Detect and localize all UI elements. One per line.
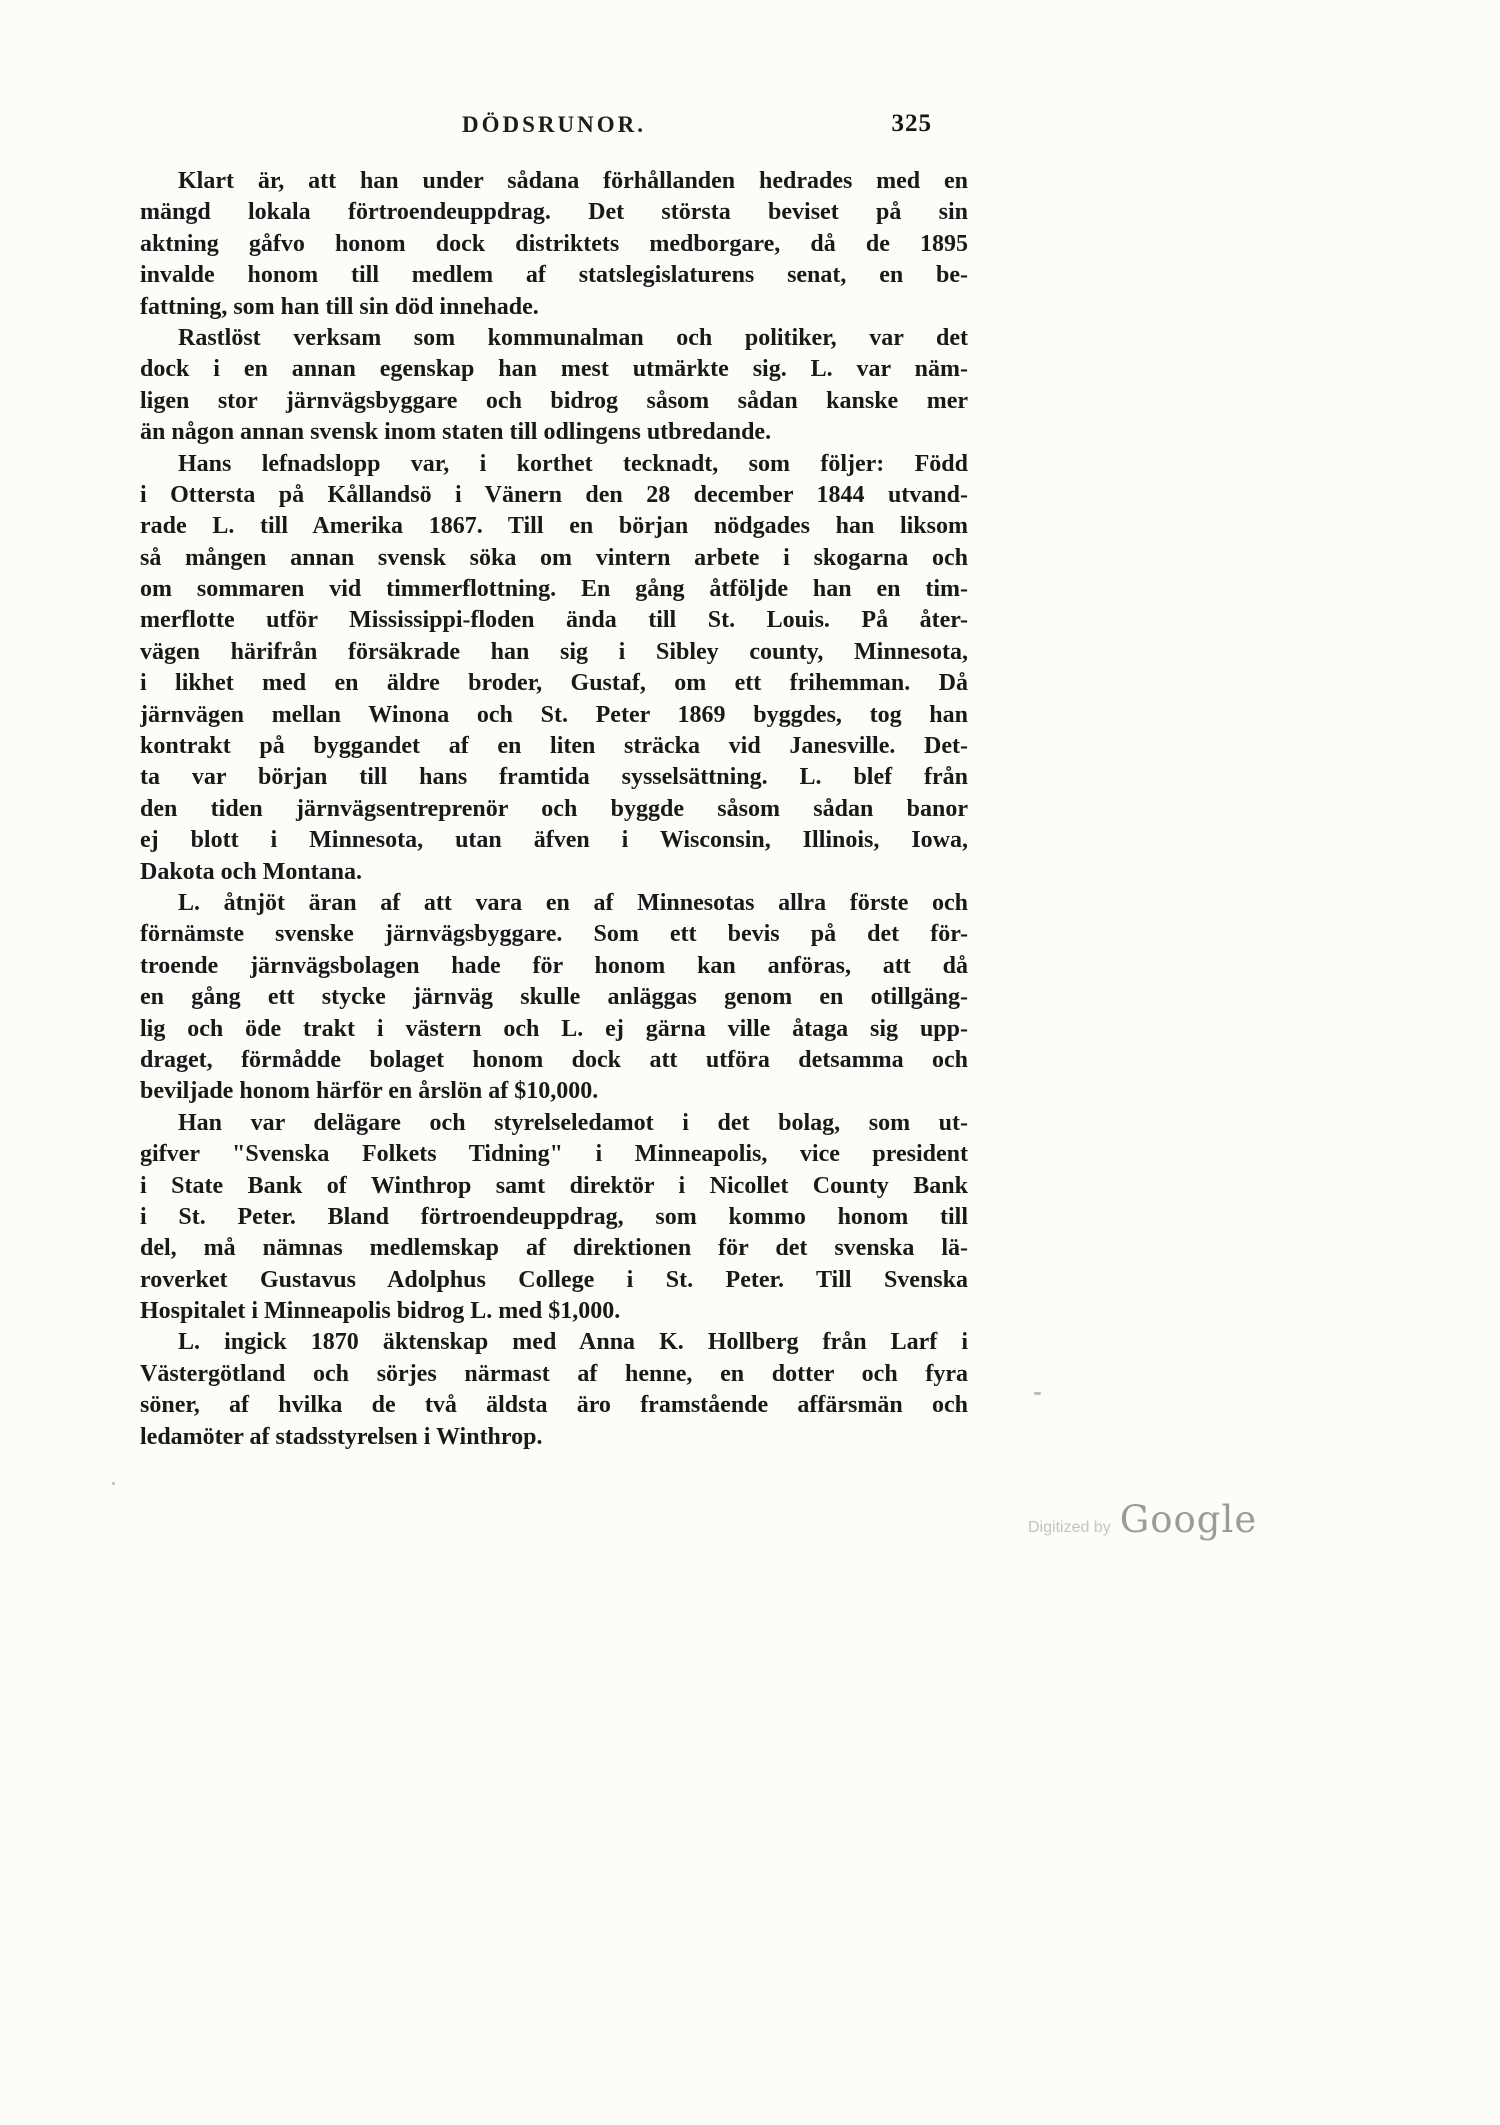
text-line: Hospitalet i Minneapolis bidrog L. med $1,000. [140, 1298, 621, 1325]
paragraph [140, 323, 968, 449]
text-line: söner, af hvilka de två äldsta äro framstående affärsmän och [140, 1392, 968, 1419]
text-line: ledamöter af stadsstyrelsen i Winthrop. [140, 1423, 543, 1450]
page-header [140, 112, 968, 138]
digitized-by-label: Digitized by [1028, 1519, 1111, 1536]
text-line: L. åtnjöt äran af att vara en af Minnesotas allra förste och [178, 889, 968, 916]
text-line: Västergötland och sörjes närmast af henne, en dotter och fyra [140, 1360, 968, 1387]
text-line: i St. Peter. Bland förtroendeuppdrag, som kommo honom till [140, 1203, 968, 1230]
text-line: kontrakt på byggandet af en liten sträcka vid Janesville. Det- [140, 733, 968, 760]
text-line: mängd lokala förtroendeuppdrag. Det största beviset på sin [140, 199, 968, 226]
scan-speck [1034, 1392, 1041, 1395]
paragraph [140, 1327, 968, 1453]
paragraph [140, 1108, 968, 1328]
body-text [140, 166, 968, 1453]
text-line: gifver "Svenska Folkets Tidning" i Minneapolis, vice president [140, 1141, 968, 1168]
text-line: den tiden järnvägsentreprenör och byggde såsom sådan banor [140, 795, 968, 822]
text-line: invalde honom till medlem af statslegislaturens senat, en be- [140, 262, 968, 289]
paragraph [140, 449, 968, 888]
text-line: om sommaren vid timmerflottning. En gång åtföljde han en tim- [140, 576, 968, 603]
text-line: i likhet med en äldre broder, Gustaf, om ett frihemman. Då [140, 670, 968, 697]
running-header-title: DÖDSRUNOR. [462, 112, 646, 137]
page-number: 325 [891, 110, 932, 137]
digitized-footer [1028, 1498, 1257, 1541]
text-line: en gång ett stycke järnväg skulle anläggas genom en otillgäng- [140, 984, 968, 1011]
text-line: järnvägen mellan Winona och St. Peter 1869 byggdes, tog han [140, 701, 968, 728]
text-line: draget, förmådde bolaget honom dock att utföra detsamma och [140, 1046, 968, 1073]
text-line: ta var början till hans framtida sysselsättning. L. blef från [140, 764, 968, 791]
google-logo: Google [1119, 1498, 1258, 1541]
text-line: troende järnvägsbolagen hade för honom kan anföras, att då [140, 952, 968, 979]
text-line: rade L. till Amerika 1867. Till en början nödgades han liksom [140, 513, 968, 540]
text-line: ligen stor järnvägsbyggare och bidrog såsom sådan kanske mer [140, 387, 968, 414]
paragraph [140, 888, 968, 1108]
text-line: Hans lefnadslopp var, i korthet tecknadt, som följer: Född [178, 450, 968, 477]
text-line: L. ingick 1870 äktenskap med Anna K. Hollberg från Larf i [178, 1329, 968, 1356]
text-line: så mången annan svensk söka om vintern arbete i skogarna och [140, 544, 968, 571]
text-line: del, må nämnas medlemskap af direktionen för det svenska lä- [140, 1235, 968, 1262]
scan-speck [112, 1482, 115, 1485]
text-line: merflotte utför Mississippi-floden ända till St. Louis. På åter- [140, 607, 968, 634]
text-line: fattning, som han till sin död innehade. [140, 293, 539, 320]
text-line: Klart är, att han under sådana förhållanden hedrades med en [178, 168, 968, 194]
text-line: vägen härifrån försäkrade han sig i Sibley county, Minnesota, [140, 638, 968, 665]
text-line: roverket Gustavus Adolphus College i St. Peter. Till Svenska [140, 1266, 968, 1293]
text-line: lig och öde trakt i västern och L. ej gärna ville åtaga sig upp- [140, 1015, 968, 1042]
text-line: aktning gåfvo honom dock distriktets medborgare, då de 1895 [140, 230, 968, 257]
text-line: Dakota och Montana. [140, 858, 363, 885]
text-line: än någon annan svensk inom staten till odlingens utbredande. [140, 419, 772, 446]
text-line: i State Bank of Winthrop samt direktör i Nicollet County Bank [140, 1172, 968, 1199]
paragraph [140, 166, 968, 323]
text-line: i Ottersta på Kållandsö i Vänern den 28 december 1844 utvand- [140, 481, 968, 508]
text-line: beviljade honom härför en årslön af $10,000. [140, 1078, 599, 1105]
text-line: dock i en annan egenskap han mest utmärkte sig. L. var näm- [140, 356, 968, 383]
text-line: ej blott i Minnesota, utan äfven i Wisconsin, Illinois, Iowa, [140, 827, 968, 854]
text-line: förnämste svenske järnvägsbyggare. Som ett bevis på det för- [140, 921, 968, 948]
text-line: Han var delägare och styrelseledamot i det bolag, som ut- [178, 1109, 968, 1136]
text-line: Rastlöst verksam som kommunalman och politiker, var det [178, 324, 968, 351]
